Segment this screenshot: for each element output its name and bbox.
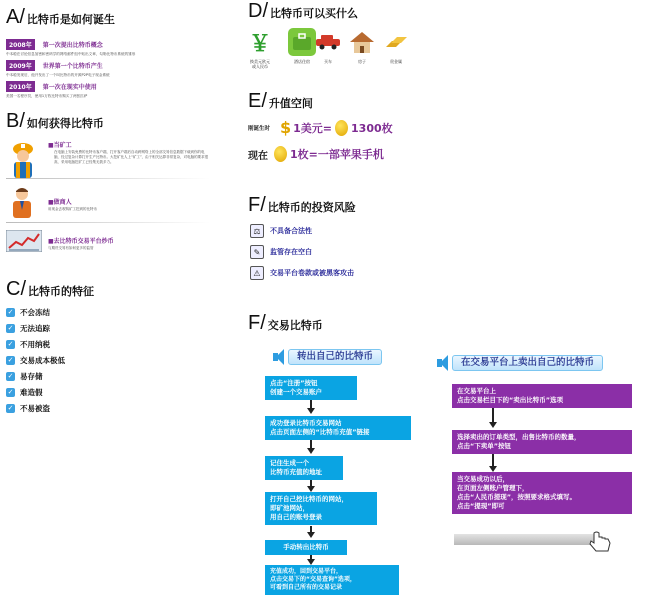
d-item-label: 酒店住宿 xyxy=(294,59,310,64)
feature-item xyxy=(6,401,50,415)
flow-step: 手动转出比特币 xyxy=(265,540,347,555)
flow-step: 打开自己挖比特币的网站， 即矿池网站， 用自己的账号登录 xyxy=(265,492,377,525)
section-slash: / xyxy=(19,110,25,132)
section-title: 比特币的特征 xyxy=(28,285,95,298)
timeline-headline: 第一次提出比特币概念 xyxy=(42,42,103,49)
section-slash: / xyxy=(19,6,25,28)
timeline-headline: 第一次在现实中使用 xyxy=(42,84,97,91)
risk-label: 交易平台卷款或被黑客攻击 xyxy=(270,269,354,277)
currency-icon: ￥ xyxy=(248,31,271,57)
risk-item xyxy=(250,224,312,238)
speaker-icon xyxy=(434,353,452,373)
timeline-desc: 中本聪在讨论信息加密和密码学的网络邮件组中贴出文章，勾勒比特币系统的雏形 xyxy=(6,52,136,56)
section-c-header xyxy=(6,278,94,301)
flow-arrow xyxy=(307,532,315,538)
section-letter: F xyxy=(248,312,261,334)
car-icon xyxy=(314,28,342,56)
section-title: 比特币可以买什么 xyxy=(270,7,359,20)
section-f2-header xyxy=(248,312,323,335)
section-d-header xyxy=(248,0,358,23)
hand-cursor-icon xyxy=(588,530,614,554)
divider xyxy=(6,178,210,179)
d-item-label: 换美元欧元 或人民币 xyxy=(250,59,270,69)
flow-step: 选择卖出的订单类型，出售比特币的数量， 点击“下卖单”按钮 xyxy=(452,430,632,454)
section-letter: C xyxy=(6,278,21,300)
feature-item xyxy=(6,321,50,335)
coin-icon xyxy=(335,120,348,136)
feature-item xyxy=(6,337,50,351)
b-item-title: ■当矿工 xyxy=(48,142,72,149)
dollar-icon: $ xyxy=(280,118,292,137)
check-icon: ✓ xyxy=(7,355,14,364)
section-letter: B xyxy=(6,110,20,132)
flow-arrow xyxy=(307,408,315,414)
b-item-desc: 用现金去收购矿工挖到的比特币 xyxy=(48,207,97,211)
flow-step: 当交易成功以后， 在页面左侧账户管理下， 点击“人民币提现”，按照要求格式填写。 点击“提现”即可 xyxy=(452,472,632,514)
flow-step: 成功登录比特币交易网站 点击页面左侧的“比特币充值”链接 xyxy=(265,416,411,440)
miner-icon xyxy=(8,140,38,180)
timeline-year: 2010年 xyxy=(6,81,35,92)
flow-step: 在交易平台上 点击交易栏目下的“卖出比特币”选项 xyxy=(452,384,632,408)
trading-chart-icon xyxy=(6,230,42,252)
timeline-desc: 中本聪发现后，他开发出了一个叫比特币的开源P2P电子现金系统 xyxy=(6,73,110,77)
section-letter: F xyxy=(248,194,261,216)
feature-item xyxy=(6,353,65,367)
feature-label: 不易被盗 xyxy=(20,403,50,413)
warning-icon: ⚠ xyxy=(250,266,264,280)
feature-label: 难造假 xyxy=(20,387,43,397)
house-icon xyxy=(348,28,376,56)
flow-step: 充值成功，回到交易平台， 点击交易下的“交易查询”选项， 可看到自己所有的交易记录 xyxy=(265,565,399,595)
left-banner-text: 转出自己的比特币 xyxy=(288,349,382,365)
coin-icon xyxy=(274,146,287,162)
feature-label: 无法追踪 xyxy=(20,323,50,333)
gold-icon xyxy=(382,28,410,56)
value-row-now xyxy=(248,146,384,162)
speaker-icon xyxy=(270,347,288,367)
feature-item xyxy=(6,369,43,383)
check-icon: ✓ xyxy=(7,371,14,380)
risk-item xyxy=(250,245,312,259)
right-banner xyxy=(434,354,603,372)
section-title: 交易比特币 xyxy=(267,319,323,332)
timeline-year: 2009年 xyxy=(6,60,35,71)
merchant-icon xyxy=(10,186,34,220)
timeline-desc: 美国一名程序员，使用1万枚比特币购买了两张匹萨 xyxy=(6,94,88,98)
d-item-label: 买车 xyxy=(324,59,332,64)
d-item-label: 贵金属 xyxy=(390,59,402,64)
decorative-bar xyxy=(454,534,594,545)
section-title: 如何获得比特币 xyxy=(26,117,104,130)
b-item-desc: 在电脑上安装免费的比特币客户端，打开客户端后自动跨网络上的全部交易信息数据下载到你的电脑，经过复杂计算打开生产比特币。大挖矿比人上“矿工”，由于相关运算非常复杂，对电脑的要求很高，采用电脑挖矿工已经集无我多力。 xyxy=(54,150,209,164)
check-icon: ✓ xyxy=(7,403,14,412)
feature-label: 不会冻结 xyxy=(20,307,50,317)
feature-label: 不用纳税 xyxy=(20,339,50,349)
risk-item xyxy=(250,266,354,280)
flow-step: 记住生成一个 比特币充值的地址 xyxy=(265,456,343,480)
section-title: 升值空间 xyxy=(268,97,313,110)
section-a-header xyxy=(6,6,115,29)
d-item-currency xyxy=(240,28,280,69)
risk-label: 监管存在空白 xyxy=(270,248,312,256)
section-slash: / xyxy=(260,312,266,334)
check-icon: ✓ xyxy=(7,387,14,396)
b-item-title: ■做商人 xyxy=(48,199,72,206)
d-item-gold xyxy=(376,28,416,64)
d-item-label: 房子 xyxy=(358,59,366,64)
pencil-icon: ✎ xyxy=(250,245,264,259)
feature-label: 易存储 xyxy=(20,371,43,381)
section-b-header xyxy=(6,110,104,133)
section-title: 比特币是如何诞生 xyxy=(26,13,115,26)
value-row-label: 刚诞生时 xyxy=(248,125,271,132)
section-slash: / xyxy=(262,0,269,22)
section-slash: / xyxy=(20,278,27,300)
value-row-left: 1美元= xyxy=(293,121,333,135)
flow-step: 点击“注册”按钮 创建一个交易账户 xyxy=(265,376,357,400)
scale-icon: ⚖ xyxy=(250,224,264,238)
feature-label: 交易成本极低 xyxy=(20,355,65,365)
check-icon: ✓ xyxy=(7,307,14,316)
section-slash: / xyxy=(261,90,267,112)
feature-item xyxy=(6,305,50,319)
value-row-right: 1枚=一部苹果手机 xyxy=(290,148,384,161)
timeline-headline: 世界第一个比特币产生 xyxy=(42,63,103,70)
right-banner-text: 在交易平台上卖出自己的比特币 xyxy=(452,355,603,371)
check-icon: ✓ xyxy=(7,323,14,332)
section-title: 比特币的投资风险 xyxy=(267,201,356,214)
value-row-label: 现在 xyxy=(248,150,268,162)
value-row-right: 1300枚 xyxy=(351,121,393,135)
section-f1-header xyxy=(248,194,356,217)
risk-label: 不具备合法性 xyxy=(270,227,312,235)
section-letter: D xyxy=(248,0,263,22)
timeline-item xyxy=(6,74,211,99)
flow-arrow xyxy=(307,448,315,454)
divider xyxy=(6,222,210,223)
left-banner xyxy=(270,348,382,366)
section-e-header xyxy=(248,90,313,113)
section-letter: E xyxy=(248,90,262,112)
check-icon: ✓ xyxy=(7,339,14,348)
b-item-desc: 与期货交易有如何更多的监管 xyxy=(48,246,94,250)
section-slash: / xyxy=(260,194,266,216)
b-item-title: ■去比特币交易平台炒币 xyxy=(48,238,114,245)
feature-item xyxy=(6,385,43,399)
value-row-then xyxy=(248,118,393,137)
flow-arrow xyxy=(489,422,497,428)
timeline-year: 2008年 xyxy=(6,39,35,50)
section-letter: A xyxy=(6,6,20,28)
